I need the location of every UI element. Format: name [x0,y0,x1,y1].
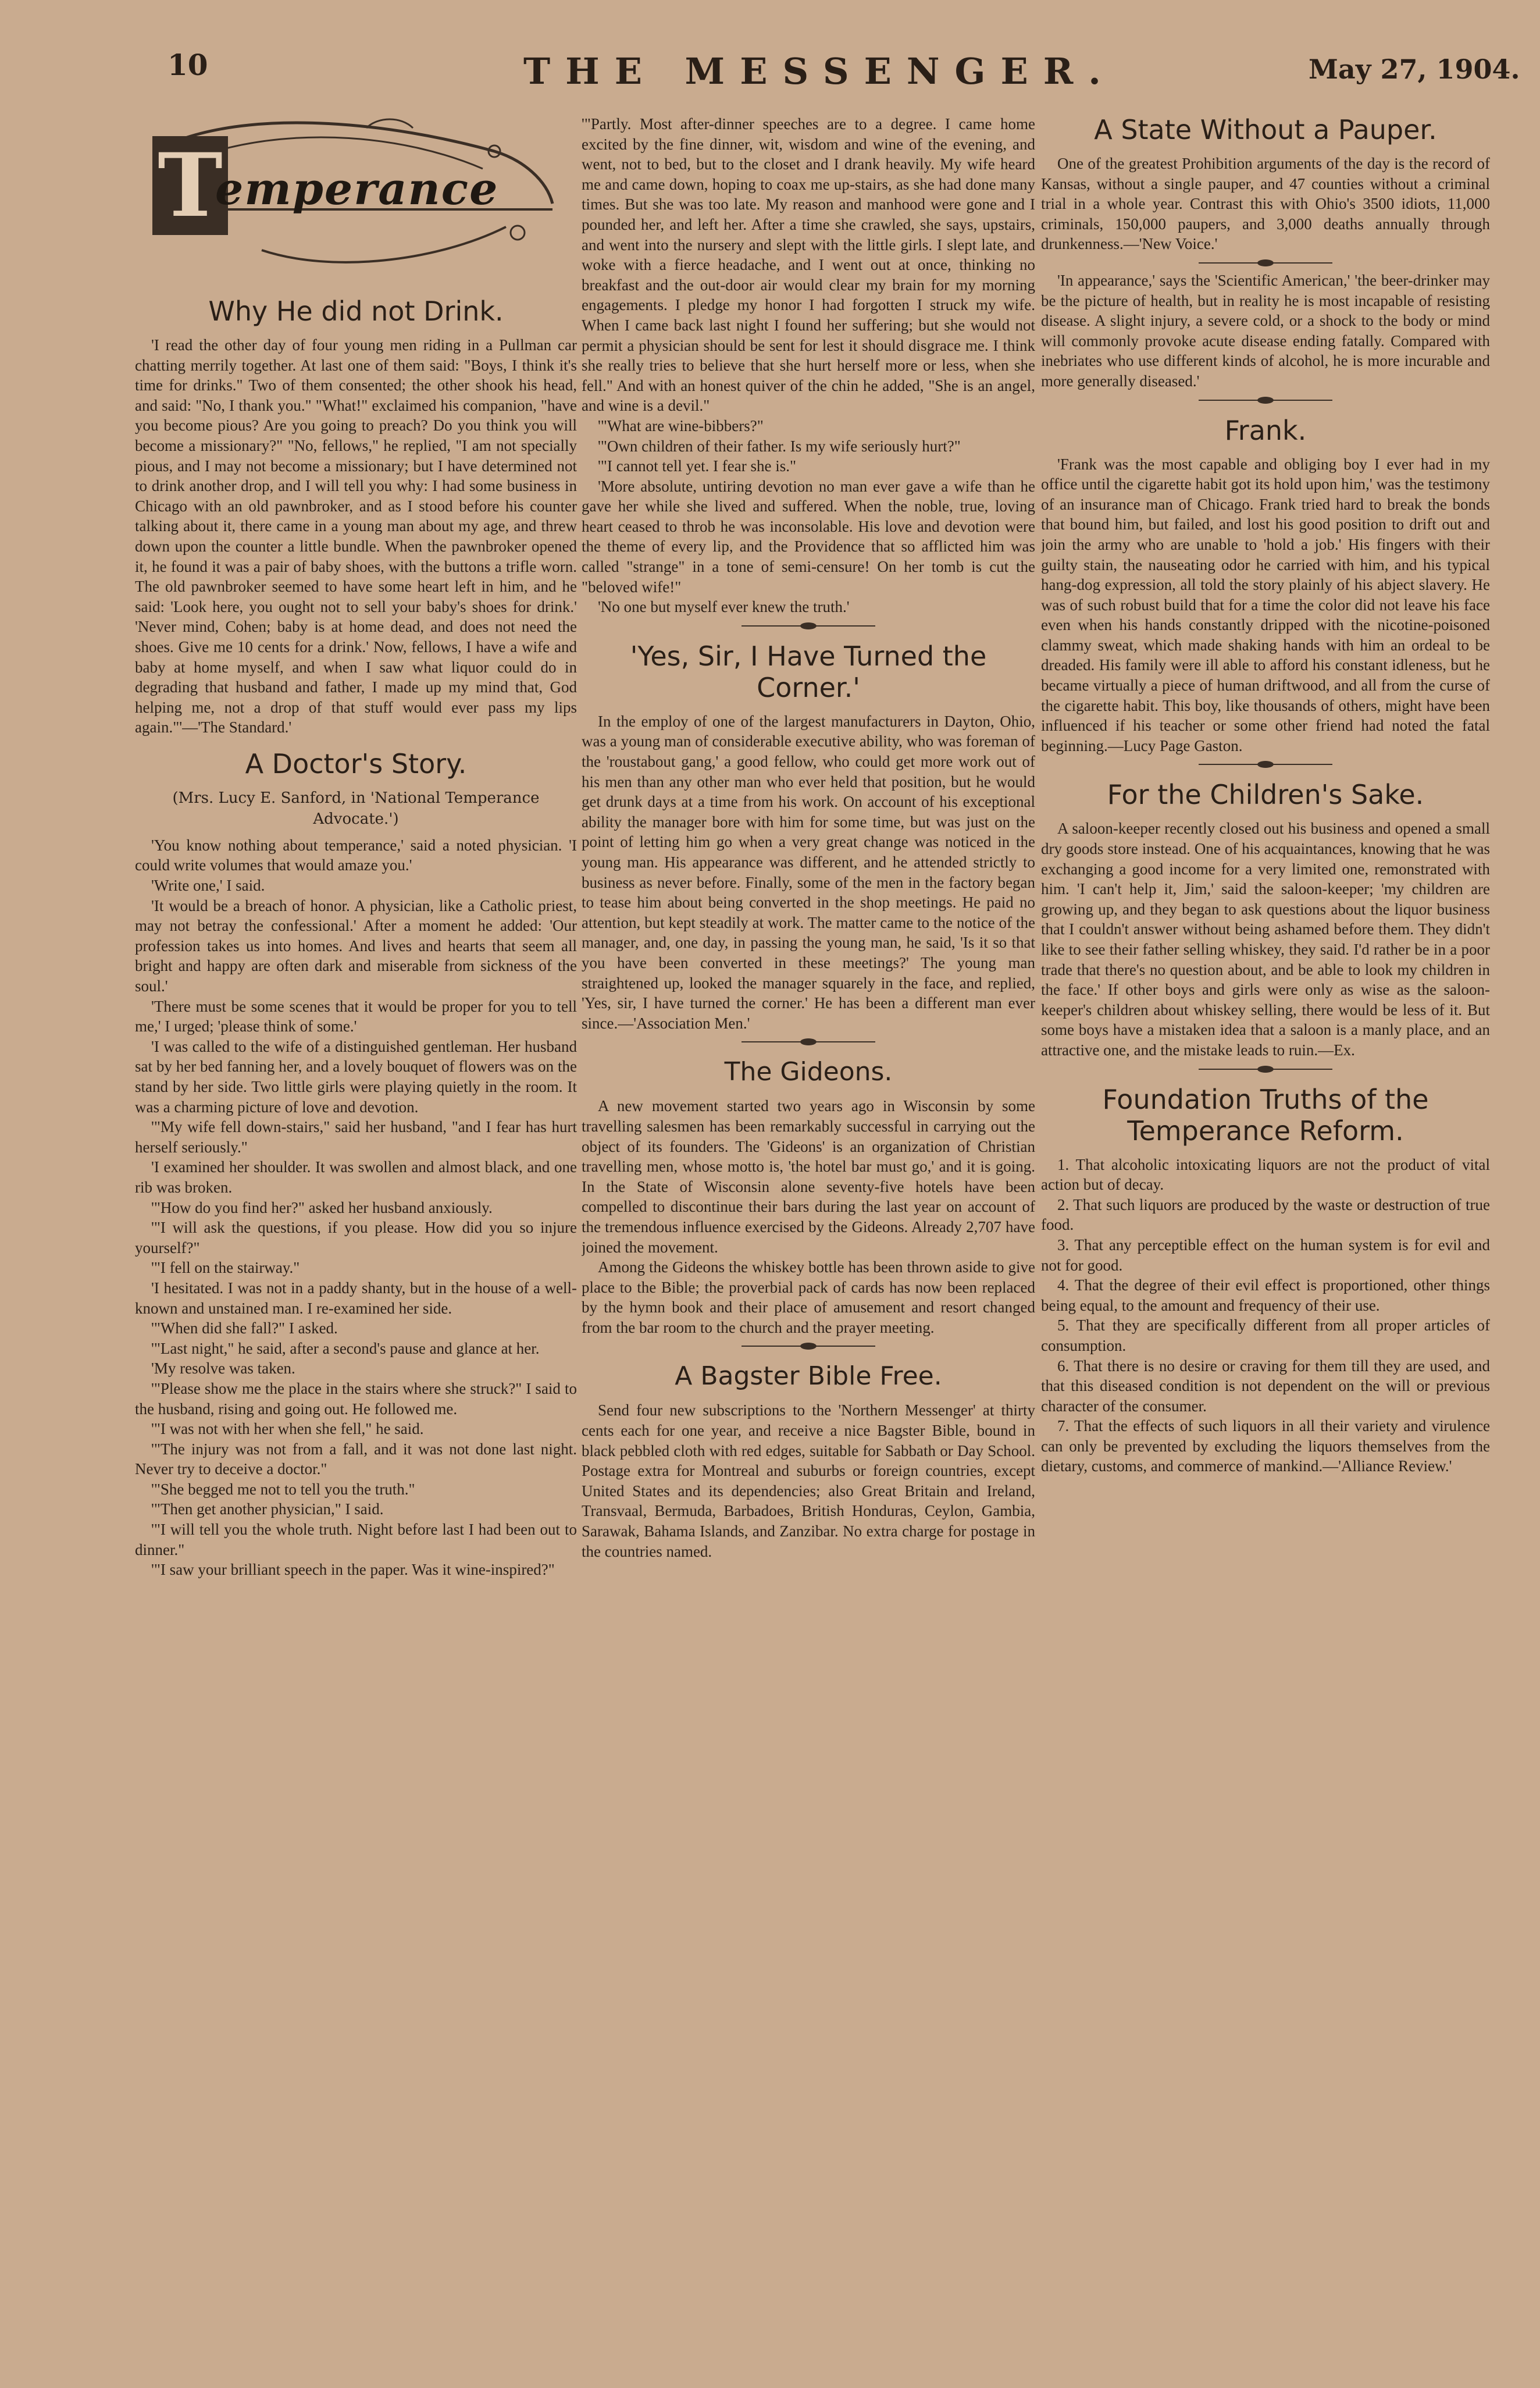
article-paragraph: 'In appearance,' says the 'Scientific American,' 'the beer-drinker may be the picture of health, but in reality he is most incapable of resisting disease. A slight injury, a severe cold, or a shock to the body or mind will commonly provoke acute disease ending fatally. Compared with inebriates who use different kinds of alcohol, he is more incurable and more generally diseased.' [1041,271,1490,390]
article-paragraph: 'I read the other day of four young men riding in a Pullman car chatting merrily together. At last one of them said: "Boys, I think it's time for drinks." Two of them consented; the other shook his head, and said: "No, I thank you." "What!" exclaimed his companion, "have you become pious? Are you going to preach? Do you think you will become a missionary?" "No, fellows," he replied, "I am not specially pious, and I may not become a missionary; but I have determined not to drink another drop, and I will tell you why: I had some business in Chicago with an old pawnbroker, and as I stood before his counter talking about it, there came in a young man about my age, and threw down upon the counter a little bundle. When the pawnbroker opened it, he found it was a pair of baby shoes, with the buttons a trifle worn. The old pawnbroker seemed to have some heart left in him, and he said: 'Look here, you ought not to sell your baby's shoes for drink.' 'Never mind, Cohen; baby is at home dead, and does not need the shoes. Give me 10 cents for a drink.' Now, fellows, I have a wife and baby at home myself, and when I saw what liquor could do in degrading that husband and father, I made up my mind that, God helping me, not a drop of that stuff would ever pass my lips again."'—'The Standard.' [135,336,577,736]
logo-word: emperance [215,163,499,215]
article-paragraph: '"I will ask the questions, if you please. How did you so injure yourself?" [135,1219,577,1257]
separator [582,622,1035,630]
article-paragraph: '"I saw your brilliant speech in the paper. Was it wine-inspired?" [151,1561,555,1579]
article-paragraph: A saloon-keeper recently closed out his business and opened a small dry goods store instead. One of his acquaintances, knowing that he was exchanging a good income for a very limited one, remonstrated with him. 'I can't help it, Jim,' said the saloon-keeper; 'my children are growing up, and they began to ask questions about the liquor business that I couldn't answer without being ashamed before them. They didn't like to see their father selling whiskey, they said. I'd rather be in a poor trade that there's no question about, and be able to look my children in the face.' If other boys and girls were only as wise as the saloon-keeper's children about whiskey selling, there would be less of it. But some boys have a mistaken idea that a saloon is a manly place, and an attractive one, and the mistake leads to ruin.—Ex. [1041,820,1490,1059]
byline: (Mrs. Lucy E. Sanford, in 'National Temperance Advocate.') [172,789,540,828]
list-item: 6. That there is no desire or craving for them till they are used, and that this diseased condition is not dependent on the will or previous character of the consumer. [1041,1357,1490,1415]
article-paragraph: 'Write one,' I said. [151,877,265,895]
article-paragraph: '"The injury was not from a fall, and it was not done last night. Never try to deceive a doctor." [135,1440,577,1478]
separator [1041,760,1490,768]
article-paragraph: 'There must be some scenes that it would be proper for you to tell me,' I urged; 'please think of some.' [135,997,577,1035]
list-item: 5. That they are specifically different from all proper articles of consumption. [1041,1316,1490,1354]
article-paragraph: Send four new subscriptions to the 'Northern Messenger' at thirty cents each for one year, and receive a nice Bagster Bible, bound in black pebbled cloth with red edges, suitable for Sabbath or Day School. Postage extra for Montreal and suburbs or foreign countries, except United States and its dependencies; also Great Britain and Ireland, Transvaal, Bermuda, Barbadoes, British Honduras, Ceylon, Gambia, Sarawak, Bahama Islands, and Zanzibar. No extra charge for postage in the countries named. [582,1401,1035,1560]
headline-frank: Frank. [1224,414,1307,446]
list-item: 4. That the degree of their evil effect is proportioned, other things being equal, to the amount and frequency of their use. [1041,1276,1490,1314]
article-paragraph: 'More absolute, untiring devotion no man ever gave a wife than he gave her while she lived and suffered. When the noble, true, loving heart ceased to throb he was inconsolable. His love and devotion were the theme of every lip, and the Providence that so afflicted him was called "strange" in a tone of semi-censure! On her tomb is cut the "beloved wife!" [582,477,1035,596]
list-item: 1. That alcoholic intoxicating liquors are not the product of vital action but of decay. [1041,1155,1490,1194]
separator-ornament-icon [1199,259,1332,267]
headline-turned-corner: 'Yes, Sir, I Have Turned the Corner.' [630,640,987,703]
article-paragraph: 'You know nothing about temperance,' said a noted physician. 'I could write volumes that would amaze you.' [135,836,577,874]
article-paragraph: '"Own children of their father. Is my wife seriously hurt?" [598,437,961,455]
column-middle [582,114,1035,2371]
article-paragraph: '"She begged me not to tell you the truth." [151,1480,415,1498]
article-paragraph: '"Please show me the place in the stairs where she struck?" I said to the husband, rising and going out. He followed me. [135,1379,577,1418]
article-paragraph: In the employ of one of the largest manufacturers in Dayton, Ohio, was a young man of considerable executive ability, who was foreman of the 'roustabout gang,' a good fellow, who could get more work out of his men than any other man who ever held that position, but he would get drunk days at a time from his work. On account of his exceptional ability the manager bore with him for some time, but was just on the point of letting him go when a very great change was noticed in the young man. His appearance was different, and he attended strictly to business as never before. Finally, some of the men in the factory began to tease him about being converted in the shop meetings. He paid no attention, but kept steadily at work. The matter came to the notice of the manager, and, one day, in passing the young man, he said, 'Is it so that you have been converted in these meetings?' The young man straightened up, looked the manager squarely in the face, and replied, 'Yes, sir, I have turned the corner.' He has been a different man ever since.—'Association Men.' [582,712,1035,1032]
page-number: 10 [167,48,208,82]
column-left [135,116,577,2373]
separator-ornament-icon [742,1342,875,1350]
article-paragraph: '"How do you find her?" asked her husband anxiously. [151,1198,493,1216]
separator [1041,1065,1490,1073]
list-item: 2. That such liquors are produced by the waste or destruction of true food. [1041,1195,1490,1234]
article-paragraph: 'Frank was the most capable and obliging boy I ever had in my office until the cigarette habit got its hold upon him,' was the testimony of an insurance man of Chicago. Frank tried hard to break the bonds that bound him, but failed, and lost his good position to drift out and join the army who are unable to 'hold a job.' His fingers with their guilty stain, the nauseating odor he carried with him, and his typical hang-dog expression, all told the story plainly of his abject slavery. He was of such robust build that for a time the color did not leave his face even when his hands constantly dripped with the nicotine-poisoned clammy sweat, which made shaking hands with him an ordeal to be dreaded. His family were ill able to afford his constant idleness, but he became virtually a piece of human driftwood, and all from the curse of the cigarette habit. This boy, like thousands of others, might have been influenced if his teacher or some other friend had noted the fatal beginning.—Lucy Page Gaston. [1041,455,1490,755]
article-paragraph: 'I examined her shoulder. It was swollen and almost black, and one rib was broken. [135,1158,577,1196]
separator [582,1038,1035,1046]
article-paragraph: A new movement started two years ago in Wisconsin by some travelling salesmen has been remarkably successful in carrying out the object of its founders. The 'Gideons' is an organization of Christian travelling men, whose motto is, 'the hotel bar must go,' and it is going. In the State of Wisconsin alone seventy-five hotels have been compelled to discontinue their bars during the last year on account of the tremendous influence exercised by the Gideons. Already 2,707 have joined the movement. [582,1097,1035,1256]
logo-initial: T [152,136,228,235]
truths-list [1041,1155,1490,1477]
headline-state-pauper: A State Without a Pauper. [1094,114,1437,145]
separator-ornament-icon [1199,396,1332,404]
separator-ornament-icon [742,622,875,630]
article-paragraph: 'I was called to the wife of a distinguished gentleman. Her husband sat by her bed fanning her, and a lovely bouquet of flowers was on the stand by her side. Two little girls were playing quietly in the room. It was a charming picture of love and devotion. [135,1037,577,1116]
column-right [1041,114,1490,2371]
temperance-logo [145,116,564,285]
headline-bagster: A Bagster Bible Free. [675,1361,942,1391]
list-item: 7. That the effects of such liquors in all their variety and virulence can only be prevented by excluding the liquors themselves from the dietary, customs, and commerce of mankind.—'Alliance Review.' [1041,1417,1490,1475]
article-paragraph: '"Then get another physician," I said. [151,1500,384,1518]
article-paragraph: '"My wife fell down-stairs," said her husband, "and I fear has hurt herself seriously." [135,1118,577,1156]
article-paragraph: '"Partly. Most after-dinner speeches are to a degree. I came home excited by the fine dinner, wit, wisdom and wine of the evening, and went, not to bed, but to the closet and I drank heavily. My wife heard me and came down, hoping to coax me up-stairs, as she had done many times. But she was too late. My reason and manhood were gone and I pounded her, and left her. After a time she crawled, she says, upstairs, and went into the nursery and slept with the little girls. I slept late, and woke with a fierce headache, and I went out at once, thinking no breakfast and the out-door air would clear my brain for my morning engagements. I pledge my honor I had forgotten I struck my wife. When I came back last night I found her suffering; but she would not permit a physician should be sent for lest it should disgrace me. I think she really tries to believe that she hurt herself more or less, when she fell." And with an honest quiver of the chin he added, "She is an angel, and wine is a devil." [582,115,1035,415]
masthead-title: THE MESSENGER. [523,50,1116,92]
headline-doctors-story: A Doctor's Story. [245,748,467,780]
headline-gideons: The Gideons. [724,1057,893,1087]
article-paragraph: 'I hesitated. I was not in a paddy shanty, but in the house of a well-known and unstained man. I re-examined her side. [135,1279,577,1317]
headline-foundation-truths: Foundation Truths of the Temperance Reform. [1102,1083,1429,1147]
list-item: 3. That any perceptible effect on the human system is for evil and not for good. [1041,1236,1490,1274]
separator-ornament-icon [1199,1065,1332,1073]
headline-childrens-sake: For the Children's Sake. [1107,779,1424,811]
article-paragraph: '"I cannot tell yet. I fear she is." [598,457,797,475]
article-paragraph: '"When did she fall?" I asked. [151,1319,338,1337]
separator [1041,259,1490,267]
separator [582,1342,1035,1350]
separator-ornament-icon [742,1038,875,1046]
headline-why-not-drink: Why He did not Drink. [208,296,504,327]
article-paragraph: '"I will tell you the whole truth. Night before last I had been out to dinner." [135,1521,577,1558]
article-paragraph: One of the greatest Prohibition arguments of the day is the record of Kansas, without a single pauper, and 47 counties without a criminal trial in a whole year. Contrast this with Ohio's 3500 idiots, 11,000 criminals, 150,000 paupers, and 3,000 deaths annually through drunkenness.—'New Voice.' [1041,155,1490,253]
article-paragraph: 'No one but myself ever knew the truth.' [598,598,850,616]
article-paragraph: 'My resolve was taken. [151,1360,295,1378]
separator-ornament-icon [1199,760,1332,768]
page-header [0,48,1540,112]
article-paragraph: '"Last night," he said, after a second's pause and glance at her. [151,1339,540,1357]
article-paragraph: '"I fell on the stairway." [151,1259,300,1277]
article-paragraph: 'It would be a breach of honor. A physician, like a Catholic priest, may not betray the confessional.' After a moment he added: 'Our profession takes us into homes. And lives and hearts that seem all bright and happy are often dark and miserable from sickness of the soul.' [135,896,577,995]
article-paragraph: '"What are wine-bibbers?" [598,417,764,435]
issue-date: May 27, 1904. [1309,54,1520,85]
separator [1041,396,1490,404]
article-paragraph: Among the Gideons the whiskey bottle has been thrown aside to give place to the Bible; the proverbial pack of cards has now been replaced by the hymn book and their place of amusement and resort changed from the bar room to the church and the prayer meeting. [582,1258,1035,1336]
article-paragraph: '"I was not with her when she fell," he said. [151,1420,424,1438]
